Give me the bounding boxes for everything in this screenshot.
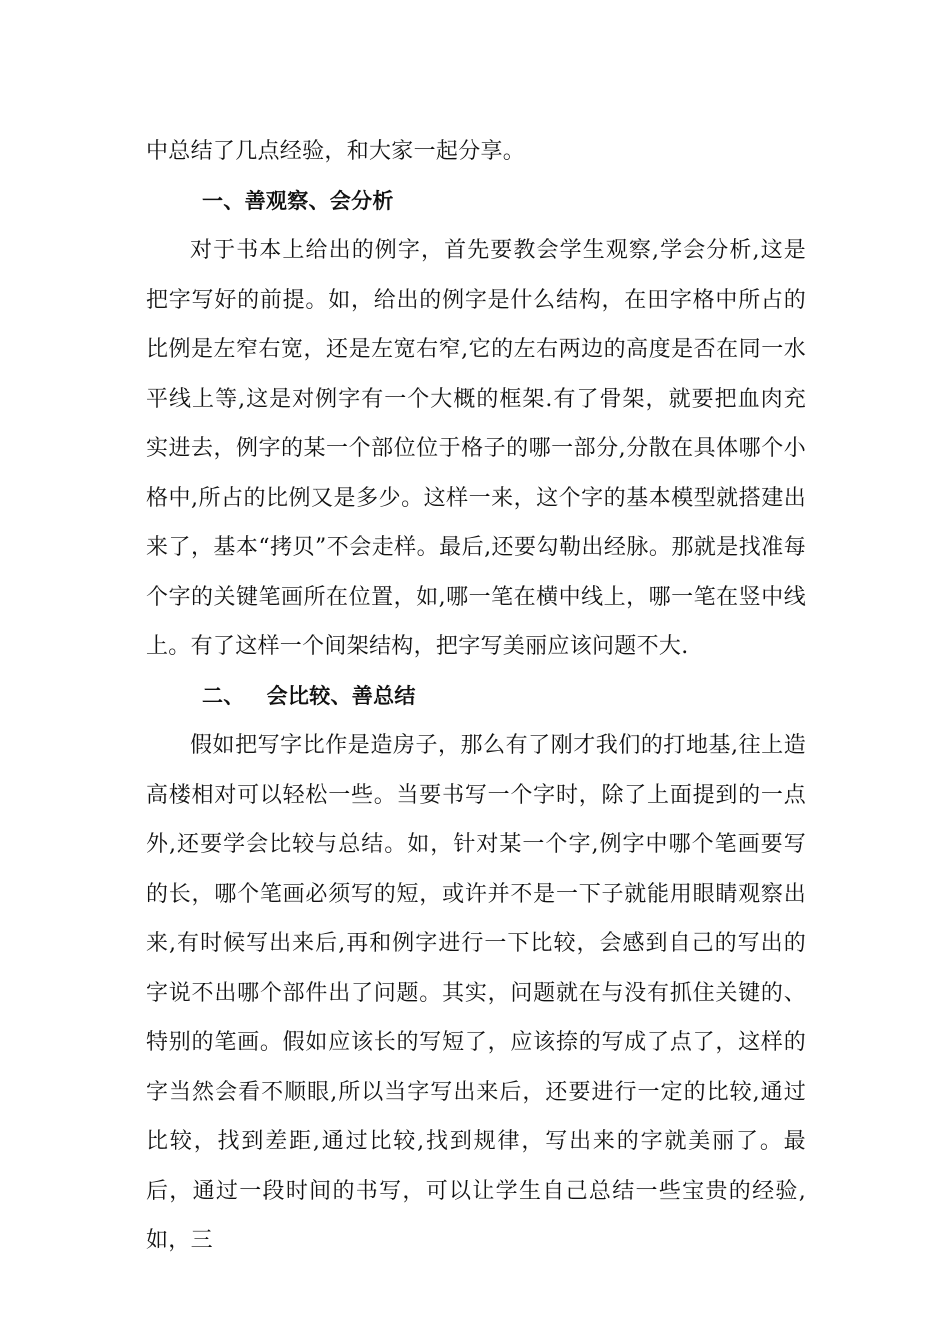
intro-paragraph-tail: 中总结了几点经验，和大家一起分享。 — [146, 139, 526, 164]
section-2-heading-number: 二、 — [202, 683, 245, 708]
section-2-heading — [146, 672, 806, 722]
section-1-heading — [146, 177, 806, 227]
section-2-heading-text: 会比较、善总结 — [266, 683, 416, 708]
section-2-body: 假如把写字比作是造房子，那么有了刚才我们的打地基,往上造高楼相对可以轻松一些。当要书写一个字时，除了上面提到的一点外,还要学会比较与总结。如，针对某一个字,例字中哪个笔画要写的长，哪个笔画必须写的短，或许并不是一下子就能用眼睛观察出来,有时候写出来后,再和例字进行一下比较，会感到自己的写出的字说不出哪个部件出了问题。其实，问题就在与没有抓住关键的、特别的笔画。假如应该长的写短了，应该捺的写成了点了，这样的字当然会看不顺眼,所以当字写出来后，还要进行一定的比较,通过比较，找到差距,通过比较,找到规律，写出来的字就美丽了。最后，通过一段时间的书写，可以让学生自己总结一些宝贵的经验,如，三 — [146, 733, 806, 1253]
section-1-heading-text: 一、善观察、会分析 — [202, 188, 394, 213]
document-page — [146, 127, 806, 1266]
section-1-body: 对于书本上给出的例字，首先要教会学生观察,学会分析,这是把字写好的前提。如，给出的例字是什么结构，在田字格中所占的比例是左窄右宽，还是左宽右窄,它的左右两边的高度是否在同一水平线上等,这是对例字有一个大概的框架.有了骨架，就要把血肉充实进去，例字的某一个部位位于格子的哪一部分,分散在具体哪个小格中,所占的比例又是多少。这样一来，这个字的基本模型就搭建出来了，基本“拷贝”不会走样。最后,还要勾勒出经脉。那就是找准每个字的关键笔画所在位置，如,哪一笔在横中线上，哪一笔在竖中线上。有了这样一个间架结构，把字写美丽应该问题不大. — [146, 238, 806, 659]
